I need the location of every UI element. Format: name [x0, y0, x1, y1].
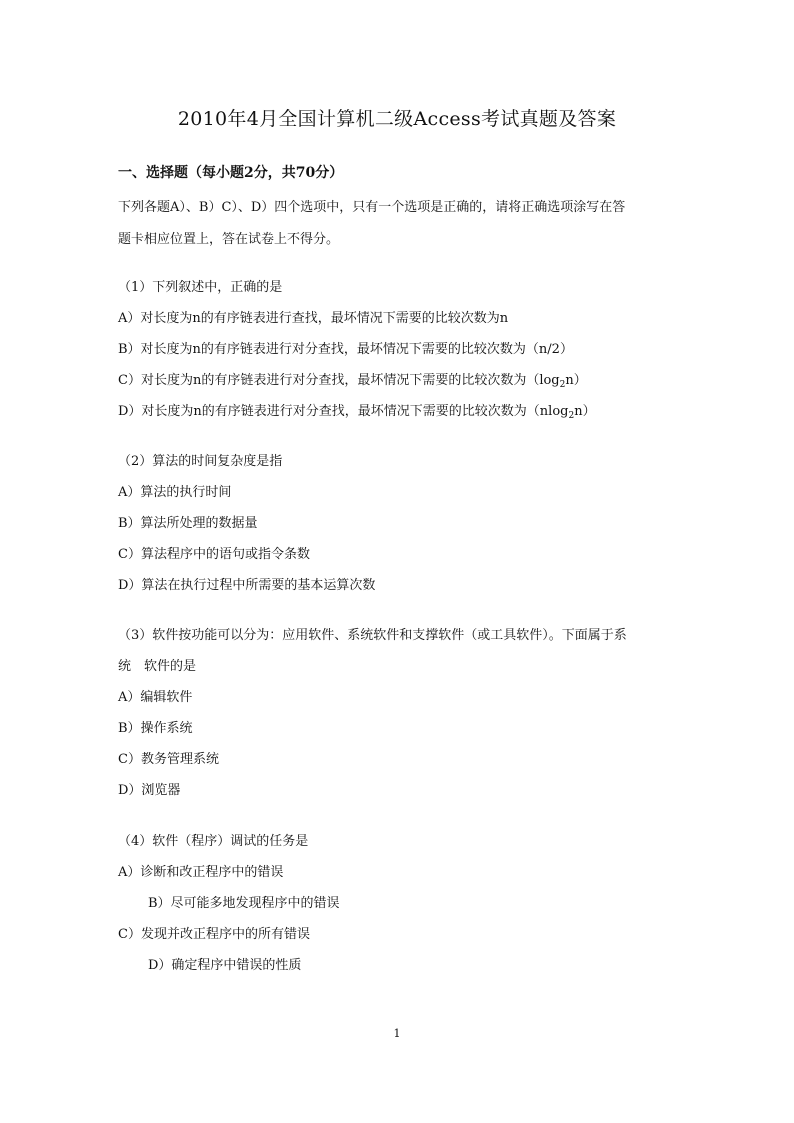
q4-option-c: C）发现并改正程序中的所有错误 — [118, 927, 310, 942]
q4-option-d: D）确定程序中错误的性质 — [148, 958, 302, 973]
q2-option-b: B）算法所处理的数据量 — [118, 516, 258, 531]
q1-option-b: B）对长度为n的有序链表进行对分查找，最坏情况下需要的比较次数为（n/2） — [118, 342, 573, 357]
section-heading: 一、选择题（每小题2分，共70分） — [118, 165, 344, 181]
q1-option-d — [118, 400, 596, 419]
q1-option-c-subscript: 2 — [559, 380, 566, 390]
q3-option-b: B）操作系统 — [118, 721, 193, 736]
q1-option-d-subscript: 2 — [568, 411, 575, 421]
q4-option-a: A）诊断和改正程序中的错误 — [118, 865, 284, 880]
q2-stem: （2）算法的时间复杂度是指 — [118, 454, 283, 469]
q1-stem: （1）下列叙述中，正确的是 — [118, 280, 283, 295]
q2-option-a: A）算法的执行时间 — [118, 485, 232, 500]
q3-option-c: C）教务管理系统 — [118, 752, 219, 767]
q1-option-c-suffix: n） — [565, 373, 587, 388]
q4-option-b: B）尽可能多地发现程序中的错误 — [148, 896, 340, 911]
q4-stem: （4）软件（程序）调试的任务是 — [118, 834, 309, 849]
instructions-line-2: 题卡相应位置上，答在试卷上不得分。 — [118, 232, 340, 247]
q2-option-d: D）算法在执行过程中所需要的基本运算次数 — [118, 578, 376, 593]
q3-stem-line-1: （3）软件按功能可以分为：应用软件、系统软件和支撑软件（或工具软件）。下面属于系 — [118, 628, 627, 643]
q1-option-c-prefix: C）对长度为n的有序链表进行对分查找，最坏情况下需要的比较次数为（log — [118, 373, 560, 388]
page-number: 1 — [393, 1027, 401, 1040]
q2-option-c: C）算法程序中的语句或指令条数 — [118, 547, 310, 562]
q1-option-a: A）对长度为n的有序链表进行查找，最坏情况下需要的比较次数为n — [118, 311, 509, 326]
q1-option-d-suffix: n） — [574, 404, 596, 419]
instructions-line-1: 下列各题A）、B）C）、D）四个选项中，只有一个选项是正确的，请将正确选项涂写在答 — [118, 200, 626, 215]
q1-option-c — [118, 369, 587, 388]
q3-option-a: A）编辑软件 — [118, 690, 193, 705]
q1-option-d-prefix: D）对长度为n的有序链表进行对分查找，最坏情况下需要的比较次数为（nlog — [118, 404, 569, 419]
document-title: 2010年4月全国计算机二级Access考试真题及答案 — [177, 108, 617, 130]
q3-stem-line-2: 统 软件的是 — [118, 659, 197, 674]
q3-option-d: D）浏览器 — [118, 783, 181, 798]
